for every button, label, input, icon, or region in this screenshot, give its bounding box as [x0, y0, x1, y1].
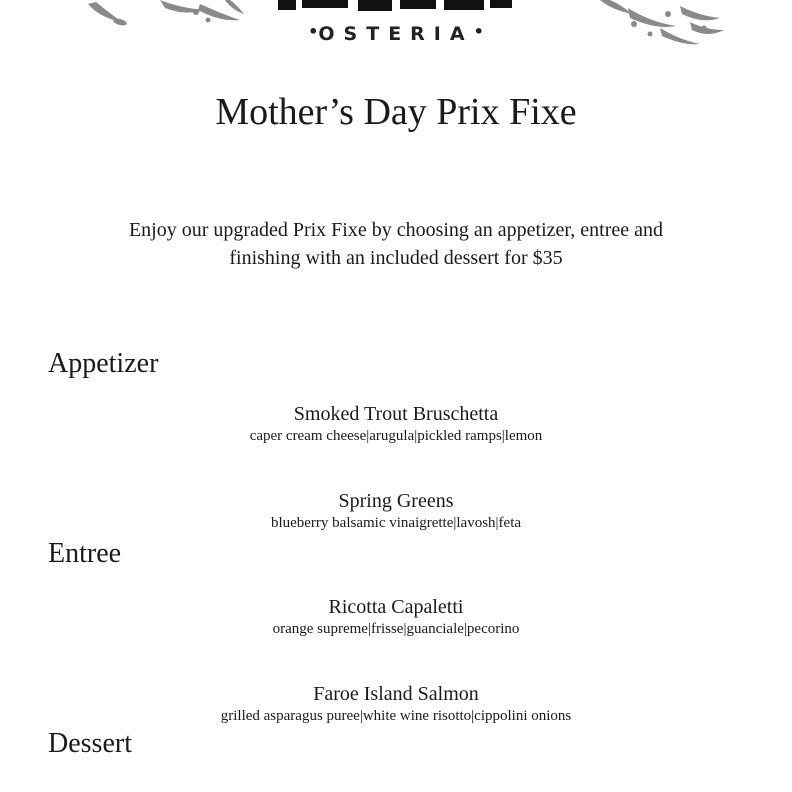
subtitle-dot-right: • [473, 22, 484, 41]
menu-title: Mother’s Day Prix Fixe [215, 91, 577, 133]
intro-line-2: finishing with an included dessert for $35 [229, 247, 563, 269]
intro-line-1: Enjoy our upgraded Prix Fixe by choosing an appetizer, entree and [128, 219, 664, 241]
item-description: blueberry balsamic vinaigrette|lavosh|feta [270, 515, 522, 531]
subtitle-dot-left: • [308, 22, 319, 41]
menu-item-spring-greens [0, 489, 792, 533]
item-name: Smoked Trout Bruschetta [293, 403, 499, 425]
section-heading-entree: Entree [48, 538, 122, 569]
item-description: orange supreme|frisse|guanciale|pecorino [272, 621, 520, 637]
brand-subtitle [0, 22, 792, 45]
item-name: Ricotta Capaletti [328, 596, 464, 618]
brand-subtitle-text: OSTERIA [318, 23, 474, 45]
item-name: Faroe Island Salmon [313, 683, 479, 705]
menu-item-ricotta-capaletti [0, 595, 792, 639]
item-name: Spring Greens [338, 490, 454, 512]
menu-intro [0, 216, 792, 272]
item-description: caper cream cheese|arugula|pickled ramps|lemon [249, 428, 543, 444]
item-description: grilled asparagus puree|white wine risotto|cippolini onions [220, 708, 572, 724]
menu-item-smoked-trout-bruschetta [0, 402, 792, 446]
section-heading-dessert: Dessert [48, 728, 132, 759]
menu-item-faroe-island-salmon [0, 682, 792, 726]
section-heading-appetizer: Appetizer [48, 348, 159, 379]
logo-lettering-fragment [268, 0, 524, 14]
